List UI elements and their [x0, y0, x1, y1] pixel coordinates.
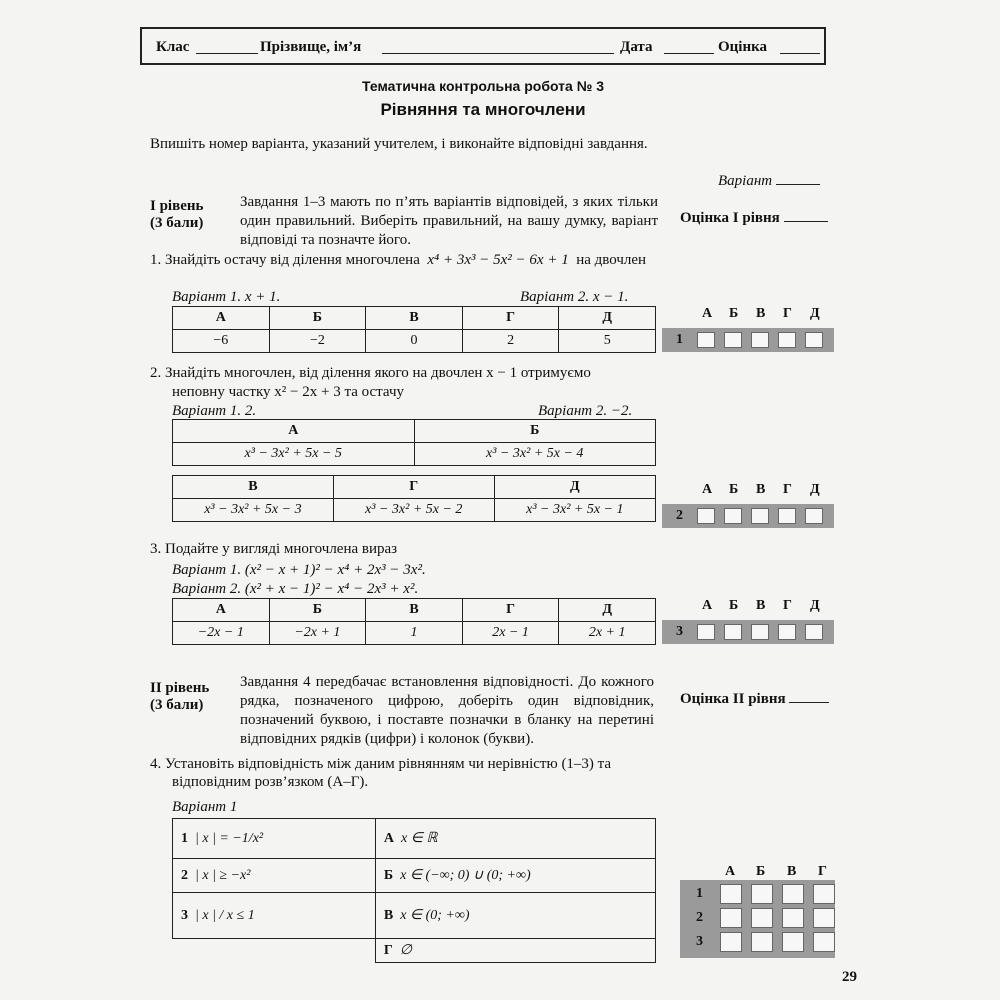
q1-head-4: Д	[559, 307, 656, 330]
q1-polynomial: x⁴ + 3x³ − 5x² − 6x + 1	[427, 252, 569, 268]
grid4-cell-1-2[interactable]	[782, 908, 804, 928]
q4-variant: Варіант 1	[172, 799, 238, 815]
q4-right-c: В x ∈ (0; +∞)	[375, 893, 655, 939]
grid2-letter-4: Д	[810, 482, 820, 497]
q2-answer-table-bottom	[172, 475, 656, 522]
q2-head-a: А	[173, 420, 415, 443]
grid3-cell-0[interactable]	[697, 624, 715, 640]
grid1-cell-2[interactable]	[751, 332, 769, 348]
q3-value-0: −2x − 1	[173, 622, 270, 645]
level1-desc: Завдання 1–3 мають по п’ять варіантів відповідей, з яких тільки один правильний. Виберіть правильний, на вашу думку, варіант відповіді та позначте його.	[240, 194, 658, 248]
q2-variant1: Варіант 1. 2.	[172, 403, 257, 419]
grid4-cell-0-0[interactable]	[720, 884, 742, 904]
q2-variant2: Варіант 2. −2.	[538, 403, 633, 419]
grid1-letter-1: Б	[729, 306, 739, 321]
q1-statement	[150, 251, 655, 270]
q3-value-3: 2x − 1	[462, 622, 559, 645]
q4-empty-cell	[173, 939, 376, 963]
grid3-cell-3[interactable]	[778, 624, 796, 640]
q2-head-c: В	[173, 476, 334, 499]
page-number: 29	[842, 969, 857, 985]
grid1-cell-3[interactable]	[778, 332, 796, 348]
q1-variant2: Варіант 2. x − 1.	[520, 289, 629, 305]
level2-points: (3 бали)	[150, 697, 204, 713]
q3-value-2: 1	[366, 622, 463, 645]
q3-answer-table	[172, 598, 656, 645]
q3-variant1: Варіант 1. (x² − x + 1)² − x⁴ + 2x³ − 3x².	[172, 562, 426, 578]
grid2-row-num: 2	[676, 508, 683, 523]
grid2-cell-2[interactable]	[751, 508, 769, 524]
grid4-cell-2-3[interactable]	[813, 932, 835, 952]
grade-field[interactable]	[780, 53, 820, 54]
q2-opt-e: x³ − 3x² + 5x − 1	[494, 499, 655, 522]
grid4-row-num-2: 3	[696, 934, 703, 949]
q1-value-2: 0	[366, 330, 463, 353]
variant-field[interactable]	[718, 172, 820, 191]
q3-head-4: Д	[559, 599, 656, 622]
level2-name: ІІ рівень	[150, 680, 210, 696]
grid4-row-num-0: 1	[696, 886, 703, 901]
q1-text: 1. Знайдіть остачу від ділення многочлена	[150, 252, 420, 268]
q1-value-1: −2	[269, 330, 366, 353]
grid4-cell-0-2[interactable]	[782, 884, 804, 904]
level1-grade-label: Оцінка І рівня	[680, 210, 780, 226]
level2-grade[interactable]	[680, 690, 829, 709]
q1-head-3: Г	[462, 307, 559, 330]
q4-right-b: Б x ∈ (−∞; 0) ∪ (0; +∞)	[375, 859, 655, 893]
grid3-letter-1: Б	[729, 598, 739, 613]
level2-desc: Завдання 4 передбачає встановлення відповідності. До кожного рядка, позначеного цифрою, доберіть один відповідник, позначений буквою, і поставте позначки в бланку на перетині відповідних рядків (цифри) і колонок (букви).	[240, 674, 654, 747]
q2-head-b: Б	[414, 420, 656, 443]
variant-label: Варіант	[718, 173, 773, 189]
q3-variant2: Варіант 2. (x² + x − 1)² − x⁴ − 2x³ + x².	[172, 581, 419, 597]
q4-text1: 4. Установіть відповідність між даним рівнянням чи нерівністю (1–3) та	[150, 756, 612, 772]
grid2-letter-1: Б	[729, 482, 739, 497]
q3-value-4: 2x + 1	[559, 622, 656, 645]
grid2-cell-4[interactable]	[805, 508, 823, 524]
q2-opt-d: x³ − 3x² + 5x − 2	[333, 499, 494, 522]
q2-answer-table-top	[172, 419, 656, 466]
q2-opt-a: x³ − 3x² + 5x − 5	[173, 443, 415, 466]
grid4-cell-2-2[interactable]	[782, 932, 804, 952]
grid3-row-num: 3	[676, 624, 683, 639]
grid3-cell-1[interactable]	[724, 624, 742, 640]
q3-text: 3. Подайте у вигляді многочлена вираз	[150, 541, 398, 557]
q2-head-d: Г	[333, 476, 494, 499]
grid1-row-num: 1	[676, 332, 683, 347]
q4-match-table	[172, 818, 656, 963]
grid2-letter-3: Г	[783, 482, 792, 497]
grid4-cell-1-0[interactable]	[720, 908, 742, 928]
grid4-cell-2-0[interactable]	[720, 932, 742, 952]
grid4-row-num-1: 2	[696, 910, 703, 925]
q4-left-1: 1 | x | = −1/x²	[173, 819, 376, 859]
date-label: Дата	[620, 39, 653, 55]
q3-value-1: −2x + 1	[269, 622, 366, 645]
grid1-cell-1[interactable]	[724, 332, 742, 348]
grid3-cell-2[interactable]	[751, 624, 769, 640]
grid1-letter-0: А	[702, 306, 713, 321]
grid3-letter-4: Д	[810, 598, 820, 613]
q1-value-3: 2	[462, 330, 559, 353]
grid1-cell-4[interactable]	[805, 332, 823, 348]
grid1-cell-0[interactable]	[697, 332, 715, 348]
q1-answer-table	[172, 306, 656, 353]
q2-text1: 2. Знайдіть многочлен, від ділення якого на двочлен x − 1 отримуємо	[150, 365, 591, 381]
grid4-cell-2-1[interactable]	[751, 932, 773, 952]
q4-right-a: А x ∈ ℝ	[375, 819, 655, 859]
grid4-letter-2: В	[787, 864, 797, 879]
q3-head-3: Г	[462, 599, 559, 622]
q1-head-2: В	[366, 307, 463, 330]
grid3-letter-2: В	[756, 598, 766, 613]
q3-head-2: В	[366, 599, 463, 622]
level2-grade-label: Оцінка ІІ рівня	[680, 691, 786, 707]
grid4-letter-3: Г	[818, 864, 827, 879]
grid4-letter-1: Б	[756, 864, 766, 879]
grid4-cell-1-3[interactable]	[813, 908, 835, 928]
header-box	[140, 27, 826, 65]
q4-text2: відповідним розв’язком (А–Г).	[172, 774, 369, 790]
grid1-letter-2: В	[756, 306, 766, 321]
grade-label: Оцінка	[718, 39, 768, 55]
q1-head-1: Б	[269, 307, 366, 330]
intro-text: Впишіть номер варіанта, указаний учителем, і виконайте відповідні завдання.	[150, 136, 648, 152]
q4-left-3: 3 | x | / x ≤ 1	[173, 893, 376, 939]
level1-points: (3 бали)	[150, 215, 204, 231]
grid2-letter-2: В	[756, 482, 766, 497]
name-field[interactable]	[382, 53, 614, 54]
level1-grade[interactable]	[680, 209, 828, 228]
grid1-letter-3: Г	[783, 306, 792, 321]
grid4-letter-0: А	[725, 864, 736, 879]
q1-variant1: Варіант 1. x + 1.	[172, 289, 281, 305]
q1-value-4: 5	[559, 330, 656, 353]
q1-head-0: А	[173, 307, 270, 330]
date-field[interactable]	[664, 53, 714, 54]
q2-text2: неповну частку x² − 2x + 3 та остачу	[172, 384, 404, 400]
q2-opt-c: x³ − 3x² + 5x − 3	[173, 499, 334, 522]
q3-head-1: Б	[269, 599, 366, 622]
name-label: Прізвище, ім’я	[260, 39, 362, 55]
grid2-cell-1[interactable]	[724, 508, 742, 524]
grid3-letter-3: Г	[783, 598, 792, 613]
q1-value-0: −6	[173, 330, 270, 353]
q4-left-2: 2 | x | ≥ −x²	[173, 859, 376, 893]
q4-right-d: Г ∅	[375, 939, 655, 963]
class-field[interactable]	[196, 53, 258, 54]
grid2-letter-0: А	[702, 482, 713, 497]
grid3-letter-0: А	[702, 598, 713, 613]
class-label: Клас	[156, 39, 190, 55]
grid2-cell-3[interactable]	[778, 508, 796, 524]
page-subtitle: Рівняння та многочлени	[380, 100, 586, 119]
grid4-cell-0-1[interactable]	[751, 884, 773, 904]
grid1-letter-4: Д	[810, 306, 820, 321]
grid3-cell-4[interactable]	[805, 624, 823, 640]
grid4-cell-1-1[interactable]	[751, 908, 773, 928]
q3-head-0: А	[173, 599, 270, 622]
level1-name: І рівень	[150, 198, 204, 214]
q1-tail: на двочлен	[576, 252, 647, 268]
grid4-cell-0-3[interactable]	[813, 884, 835, 904]
q2-head-e: Д	[494, 476, 655, 499]
q2-opt-b: x³ − 3x² + 5x − 4	[414, 443, 656, 466]
grid2-cell-0[interactable]	[697, 508, 715, 524]
page-title: Тематична контрольна робота № 3	[362, 78, 604, 94]
